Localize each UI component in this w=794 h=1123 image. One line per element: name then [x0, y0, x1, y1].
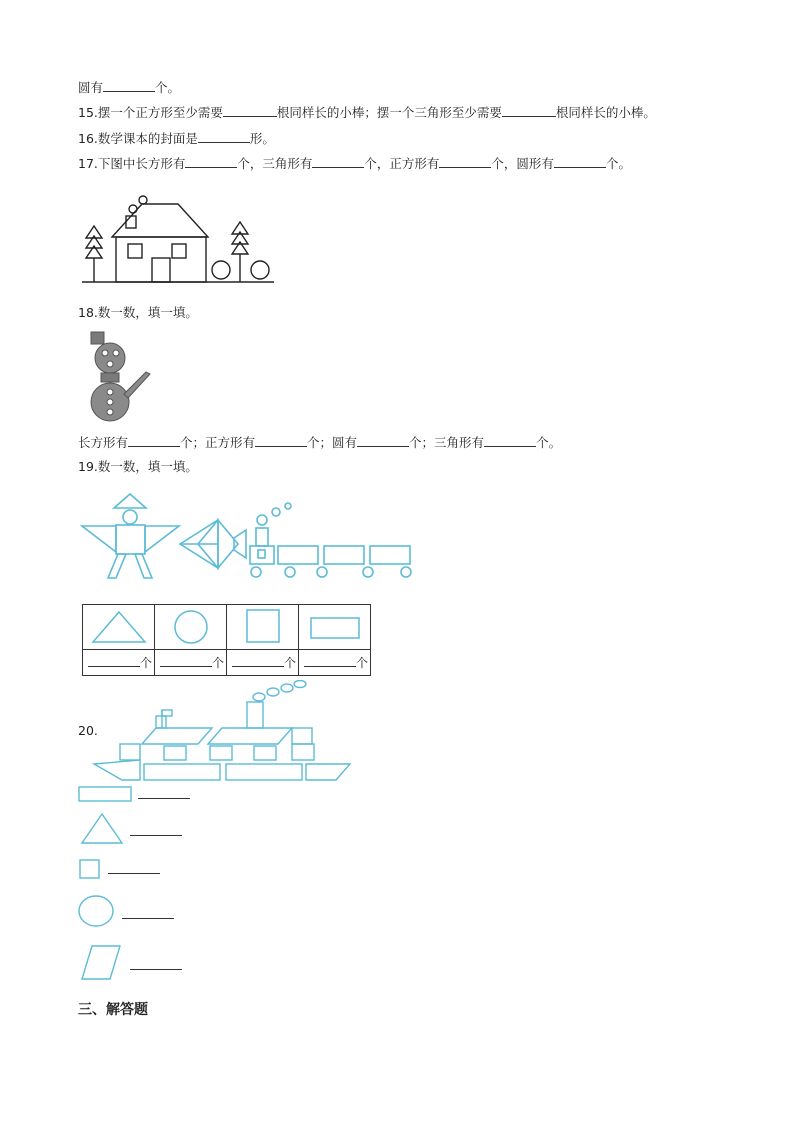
- q15-blank-1[interactable]: [223, 105, 277, 117]
- triangle-icon: [83, 605, 155, 650]
- section-3-heading: 三、解答题: [78, 1002, 148, 1018]
- q18-text-4: 个；三角形有: [409, 435, 485, 450]
- q17: [78, 156, 631, 172]
- q18-text-3: 个；圆有: [307, 435, 358, 450]
- parallelogram-icon: [78, 944, 126, 982]
- q20-blank-square[interactable]: [108, 862, 160, 874]
- q19-answer-triangle[interactable]: 个: [83, 650, 155, 676]
- q19-answer-square[interactable]: 个: [227, 650, 299, 676]
- square-icon: [227, 605, 299, 650]
- q20-row-parallelogram: [78, 944, 182, 985]
- circle-icon: [155, 605, 227, 650]
- circle-icon: [78, 893, 118, 929]
- q18-text-1: 长方形有: [78, 435, 129, 450]
- q20-row-circle: [78, 893, 174, 932]
- q14-blank[interactable]: [103, 80, 155, 92]
- q18-blank-4[interactable]: [484, 435, 536, 447]
- q18-text-5: 个。: [536, 435, 562, 450]
- q19-answer-circle[interactable]: 个: [155, 650, 227, 676]
- q19-title: 19.数一数，填一填。: [78, 459, 198, 474]
- q15-text-1: 15.摆一个正方形至少需要: [78, 105, 223, 120]
- house-figure: [80, 192, 280, 288]
- q20-blank-rectangle[interactable]: [138, 787, 190, 799]
- q14-suffix: 个。: [155, 80, 181, 95]
- q19-count-table: [82, 604, 371, 676]
- q20-blank-parallelogram[interactable]: [130, 958, 182, 970]
- q18-blank-3[interactable]: [357, 435, 409, 447]
- triangle-icon: [78, 812, 126, 846]
- square-icon: [78, 858, 104, 880]
- q18-title: 18.数一数，填一填。: [78, 305, 198, 320]
- q17-blank-1[interactable]: [185, 156, 237, 168]
- q17-text-3: 个，正方形有: [364, 156, 440, 171]
- q17-text-4: 个，圆形有: [491, 156, 554, 171]
- q18-text-2: 个；正方形有: [180, 435, 256, 450]
- q20-blank-circle[interactable]: [122, 907, 174, 919]
- q17-text-2: 个，三角形有: [237, 156, 313, 171]
- q18-answers: [78, 435, 561, 451]
- q20-row-square: [78, 858, 160, 883]
- q20-row-triangle: [78, 812, 182, 849]
- q15-text-2: 根同样长的小棒；摆一个三角形至少需要: [276, 105, 502, 120]
- snowman-figure: [84, 328, 164, 424]
- q17-text-5: 个。: [605, 156, 631, 171]
- rectangle-icon: [78, 785, 134, 805]
- q14-prefix: 圆有: [78, 80, 104, 95]
- q19-answer-rectangle[interactable]: 个: [299, 650, 371, 676]
- q17-text-1: 17.下图中长方形有: [78, 156, 186, 171]
- q16: [78, 131, 275, 147]
- q20-blank-triangle[interactable]: [130, 824, 182, 836]
- q16-text-2: 形。: [249, 131, 275, 146]
- rectangle-icon: [299, 605, 371, 650]
- q17-blank-2[interactable]: [312, 156, 364, 168]
- q20-number: 20.: [78, 723, 98, 738]
- q14-tail: [78, 80, 180, 96]
- q18-blank-2[interactable]: [255, 435, 307, 447]
- q15-text-3: 根同样长的小棒。: [555, 105, 656, 120]
- robot-train-figure: [78, 490, 418, 582]
- q16-blank[interactable]: [198, 131, 250, 143]
- q18-blank-1[interactable]: [128, 435, 180, 447]
- ship-figure: [92, 680, 354, 784]
- q15-blank-2[interactable]: [502, 105, 556, 117]
- q17-blank-3[interactable]: [439, 156, 491, 168]
- q17-blank-4[interactable]: [554, 156, 606, 168]
- q16-text-1: 16.数学课本的封面是: [78, 131, 198, 146]
- q20-row-rectangle: [78, 785, 190, 808]
- q15: [78, 105, 656, 121]
